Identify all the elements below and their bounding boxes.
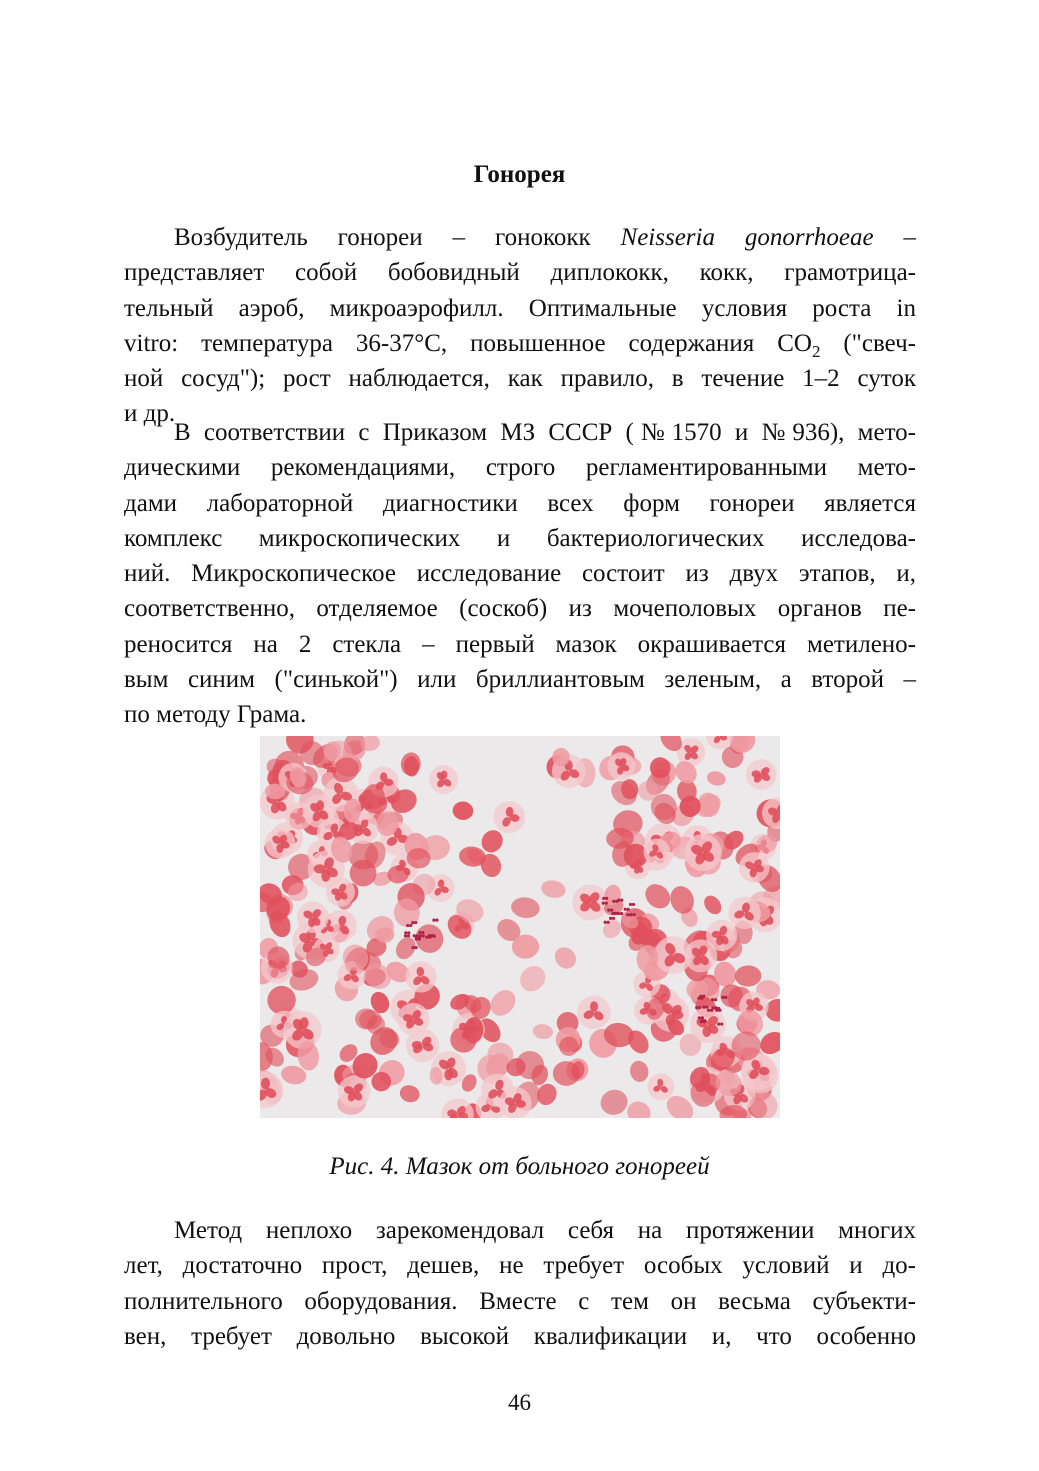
- leukocyte-cytoplasm: [706, 920, 737, 951]
- diplococcus: [695, 1006, 698, 1009]
- diplococcus: [602, 901, 605, 904]
- leukocyte-cytoplasm: [338, 1075, 370, 1107]
- text-line: представляет собой бобовидный диплококк, кокк, грамотрица-: [124, 259, 916, 287]
- text-span: vitro: температура 36-37°С, повышенное содержания СО: [124, 329, 812, 357]
- text-span: –: [873, 224, 916, 251]
- diplococcus: [611, 912, 614, 915]
- text-line: комплекс микроскопических и бактериологических исследова-: [124, 524, 916, 552]
- diplococcus: [609, 917, 612, 920]
- diplococcus: [700, 997, 703, 1000]
- leukocyte-cytoplasm: [326, 878, 355, 907]
- diplococcus: [698, 1006, 701, 1009]
- diplococcus: [612, 917, 615, 920]
- diplococcus: [404, 934, 407, 937]
- diplococcus: [425, 936, 428, 939]
- diplococcus: [418, 931, 421, 934]
- diplococcus: [406, 924, 409, 927]
- text-line: реносится на 2 стекла – первый мазок окрашивается метилено-: [124, 630, 916, 658]
- diplococcus: [602, 897, 605, 900]
- diplococcus: [414, 946, 417, 949]
- diplococcus: [718, 1009, 721, 1012]
- diplococcus: [428, 936, 431, 939]
- leukocyte-cytoplasm: [739, 852, 770, 883]
- diplococcus: [607, 921, 610, 924]
- diplococcus: [705, 1006, 708, 1009]
- diplococcus: [703, 1019, 706, 1022]
- text-line: ной сосуд"); рост наблюдается, как правило, в течение 1–2 суток: [124, 365, 916, 393]
- diplococcus: [422, 934, 425, 937]
- diplococcus: [720, 1022, 723, 1025]
- leukocyte-cytoplasm: [303, 795, 336, 828]
- diplococcus: [721, 996, 724, 999]
- subscript: 2: [811, 341, 821, 361]
- micrograph-figure: [260, 736, 780, 1118]
- diplococcus: [617, 899, 620, 902]
- diplococcus: [620, 899, 623, 902]
- leukocyte-cytoplasm: [405, 961, 436, 992]
- diplococcus: [432, 919, 435, 922]
- diplococcus: [614, 912, 617, 915]
- diplococcus: [630, 913, 633, 916]
- paragraph-3: [124, 1213, 916, 1354]
- text-line: и др.: [124, 400, 176, 428]
- diplococcus: [710, 1009, 713, 1012]
- diplococcus: [605, 901, 608, 904]
- text-line: дическими рекомендациями, строго регламентированными мето-: [124, 454, 916, 482]
- figure-caption: Рис. 4. Мазок от больного гонореей: [329, 1153, 710, 1180]
- paragraph-2: [124, 415, 916, 733]
- diplococcus: [433, 935, 436, 938]
- leukocyte-cytoplasm: [746, 759, 777, 790]
- diplococcus: [411, 946, 414, 949]
- text-line: [124, 220, 916, 255]
- diplococcus: [702, 1006, 705, 1009]
- diplococcus: [715, 1009, 718, 1012]
- diplococcus: [414, 921, 417, 924]
- leukocyte-cytoplasm: [644, 839, 671, 866]
- diplococcus: [701, 1016, 704, 1019]
- diplococcus: [700, 1019, 703, 1022]
- diplococcus: [407, 934, 410, 937]
- diplococcus: [632, 903, 635, 906]
- text-span: Возбудитель гонореи – гонококк: [174, 224, 621, 251]
- diplococcus: [620, 912, 623, 915]
- diplococcus: [717, 1022, 720, 1025]
- diplococcus: [604, 921, 607, 924]
- leukocyte-cytoplasm: [728, 897, 760, 929]
- text-line: лет, достаточно прост, дешев, не требует особых условий и до-: [124, 1252, 916, 1280]
- text-line: [124, 326, 916, 361]
- diplococcus: [633, 913, 636, 916]
- diplococcus: [707, 1009, 710, 1012]
- diplococcus: [714, 998, 717, 1001]
- diplococcus: [629, 903, 632, 906]
- leukocyte-cytoplasm: [429, 765, 458, 794]
- diplococcus: [411, 921, 414, 924]
- diplococcus: [627, 908, 630, 911]
- diplococcus: [697, 997, 700, 1000]
- diplococcus: [409, 924, 412, 927]
- diplococcus: [626, 913, 629, 916]
- text-span: ("свеч-: [820, 329, 916, 357]
- text-line: тельный аэроб, микроаэрофилл. Оптимальные условия роста in: [124, 294, 916, 322]
- diplococcus: [404, 931, 407, 934]
- text-line: В соответствии с Приказом МЗ СССР (№1570 и №936), мето-: [174, 419, 916, 446]
- diplococcus: [407, 931, 410, 934]
- diplococcus: [610, 908, 613, 911]
- leukocyte-cytoplasm: [577, 996, 610, 1029]
- diplococcus: [624, 908, 627, 911]
- text-line: вым синим ("синькой") или бриллиантовым зеленым, а второй –: [124, 666, 916, 694]
- diplococcus: [711, 998, 714, 1001]
- leukocyte-cytoplasm: [607, 752, 635, 780]
- text-line: вен, требует довольно высокой квалификации и, что особенно: [124, 1322, 916, 1350]
- text-line: соответственно, отделяемое (соскоб) из мочеполовых органов пе-: [124, 595, 916, 623]
- leukocyte-cytoplasm: [397, 1003, 429, 1035]
- leukocyte-cytoplasm: [648, 1073, 675, 1100]
- page-title: Гонорея: [473, 161, 566, 188]
- diplococcus: [612, 900, 615, 903]
- paragraph-1: [124, 220, 916, 432]
- diplococcus: [698, 1016, 701, 1019]
- leukocyte-cytoplasm: [493, 801, 525, 833]
- diplococcus: [605, 897, 608, 900]
- text-line: по методу Грама.: [124, 701, 307, 729]
- smear-micrograph: [260, 736, 780, 1118]
- page-number: 46: [508, 1390, 531, 1415]
- leukocyte-cytoplasm: [265, 828, 296, 859]
- leukocyte-cytoplasm: [684, 834, 721, 871]
- leukocyte-cytoplasm: [654, 936, 692, 974]
- diplococcus: [435, 919, 438, 922]
- diplococcus: [421, 931, 424, 934]
- leukocyte-cytoplasm: [297, 901, 329, 933]
- text-line: ний. Микроскопическое исследование состоит из двух этапов, и,: [124, 560, 916, 588]
- text-line: полнительного оборудования. Вместе с тем он весьма субъекти-: [124, 1287, 916, 1315]
- text-line: Метод неплохо зарекомендовал себя на протяжении многих: [174, 1217, 916, 1244]
- text-line: дами лабораторной диагностики всех форм гонореи является: [124, 489, 916, 517]
- stained-cell: [363, 784, 385, 809]
- diplococcus: [607, 908, 610, 911]
- diplococcus: [415, 938, 418, 941]
- species-name: Neisseria gonorrhoeae: [620, 224, 874, 251]
- diplococcus: [724, 996, 727, 999]
- diplococcus: [418, 938, 421, 941]
